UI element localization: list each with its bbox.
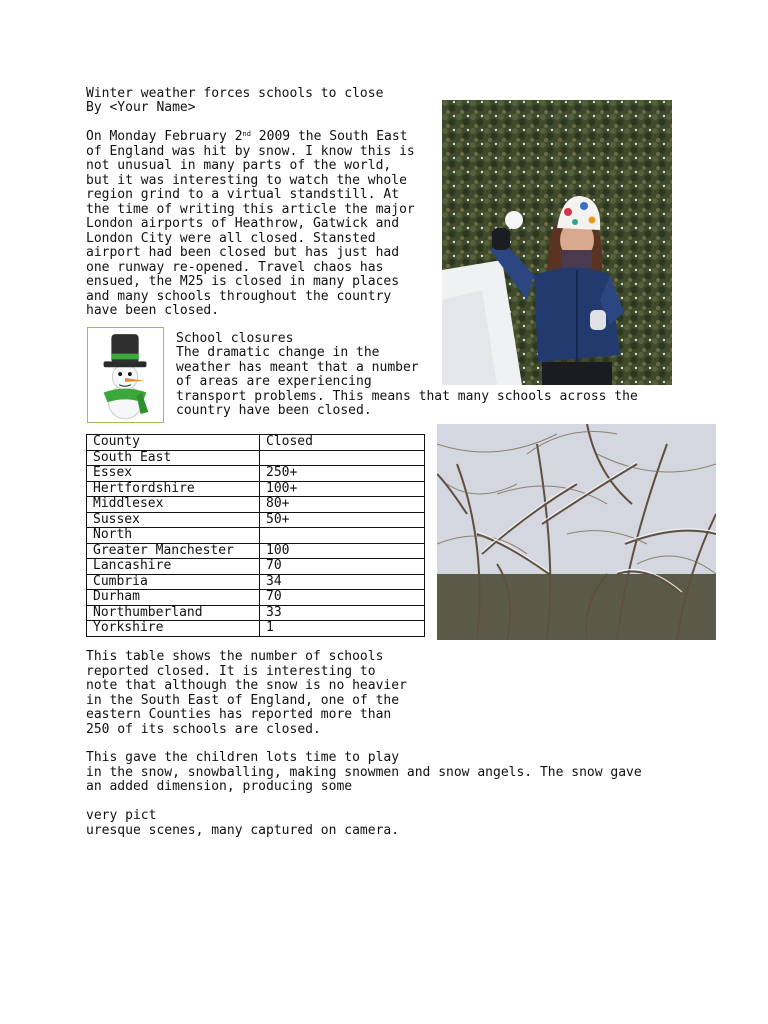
closed-count-cell: 70 bbox=[260, 559, 425, 575]
county-cell: Yorkshire bbox=[87, 621, 260, 637]
closures-line: country have been closed. bbox=[176, 403, 372, 418]
intro-line: airport had been closed but has just had bbox=[86, 245, 400, 260]
play-line: an added dimension, producing some bbox=[86, 779, 353, 794]
county-cell: North bbox=[87, 528, 260, 544]
commentary-line: note that although the snow is no heavier bbox=[86, 678, 407, 693]
closed-count-cell: 70 bbox=[260, 590, 425, 606]
play-paragraph bbox=[86, 751, 642, 795]
closed-count-cell: 100 bbox=[260, 543, 425, 559]
scenes-line: uresque scenes, many captured on camera. bbox=[86, 822, 400, 838]
county-cell: Northumberland bbox=[87, 605, 260, 621]
commentary-line: 250 of its schools are closed. bbox=[86, 721, 321, 737]
article-byline: By <Your Name> bbox=[86, 100, 196, 115]
county-cell: Middlesex bbox=[87, 497, 260, 513]
table-row bbox=[87, 466, 425, 482]
ordinal-suffix: nd bbox=[242, 130, 251, 138]
table-row bbox=[87, 605, 425, 621]
closed-count-cell: 33 bbox=[260, 605, 425, 621]
intro-line: of England was hit by snow. I know this is bbox=[86, 143, 415, 159]
table-row bbox=[87, 450, 425, 466]
closed-count-cell bbox=[260, 528, 425, 544]
snowy-trees-photo bbox=[437, 424, 716, 640]
county-cell: South East bbox=[87, 450, 260, 466]
county-cell: Hertfordshire bbox=[87, 481, 260, 497]
county-cell: Essex bbox=[87, 466, 260, 482]
closures-line: of areas are experiencing bbox=[176, 374, 372, 389]
intro-line-1 bbox=[86, 130, 436, 145]
table-row bbox=[87, 543, 425, 559]
closures-paragraph bbox=[176, 346, 638, 419]
school-closures-table bbox=[86, 434, 425, 637]
table-row bbox=[87, 590, 425, 606]
play-line: in the snow, snowballing, making snowmen and snow angels. The snow gave bbox=[86, 764, 642, 780]
table-row bbox=[87, 574, 425, 590]
intro-paragraph bbox=[86, 130, 436, 319]
closed-count-cell: 100+ bbox=[260, 481, 425, 497]
play-line: This gave the children lots time to play bbox=[86, 750, 400, 765]
county-cell: Durham bbox=[87, 590, 260, 606]
intro-text: On Monday February 2 bbox=[86, 129, 243, 144]
article-headline: Winter weather forces schools to close bbox=[86, 86, 384, 101]
intro-line: London City were all closed. Stansted bbox=[86, 230, 376, 246]
closed-count-cell: 1 bbox=[260, 621, 425, 637]
column-header: County bbox=[87, 435, 260, 451]
table-header-row bbox=[87, 435, 425, 451]
table-row bbox=[87, 497, 425, 513]
table-commentary-paragraph bbox=[86, 650, 407, 737]
commentary-line: This table shows the number of schools bbox=[86, 649, 384, 664]
intro-text: 2009 the South East bbox=[250, 129, 408, 144]
county-cell: Cumbria bbox=[87, 574, 260, 590]
scenes-line: very pict bbox=[86, 808, 157, 823]
commentary-line: reported closed. It is interesting to bbox=[86, 663, 376, 679]
intro-line: the time of writing this article the major bbox=[86, 201, 415, 217]
intro-line: region grind to a virtual standstill. At bbox=[86, 187, 400, 202]
intro-line: ensued, the M25 is closed in many places bbox=[86, 274, 400, 289]
column-header: Closed bbox=[260, 435, 425, 451]
closed-count-cell: 50+ bbox=[260, 512, 425, 528]
table-row bbox=[87, 481, 425, 497]
closed-count-cell: 250+ bbox=[260, 466, 425, 482]
table-row bbox=[87, 512, 425, 528]
county-cell: Greater Manchester bbox=[87, 543, 260, 559]
commentary-line: in the South East of England, one of the bbox=[86, 692, 400, 708]
intro-line: London airports of Heathrow, Gatwick and bbox=[86, 216, 400, 231]
closures-line: transport problems. This means that many schools across the bbox=[176, 388, 638, 404]
section-heading: School closures bbox=[176, 331, 294, 346]
closures-line: weather has meant that a number bbox=[176, 359, 419, 375]
county-cell: Lancashire bbox=[87, 559, 260, 575]
closed-count-cell: 80+ bbox=[260, 497, 425, 513]
scenes-paragraph bbox=[86, 809, 399, 838]
girl-snowball-photo bbox=[442, 100, 672, 385]
closed-count-cell bbox=[260, 450, 425, 466]
snowman-clipart bbox=[87, 327, 164, 423]
intro-line: have been closed. bbox=[86, 303, 220, 318]
commentary-line: eastern Counties has reported more than bbox=[86, 707, 392, 722]
county-cell: Sussex bbox=[87, 512, 260, 528]
intro-line: and many schools throughout the country bbox=[86, 288, 392, 304]
closed-count-cell: 34 bbox=[260, 574, 425, 590]
table-row bbox=[87, 559, 425, 575]
table-row bbox=[87, 621, 425, 637]
closures-line: The dramatic change in the bbox=[176, 345, 380, 360]
intro-line: but it was interesting to watch the whole bbox=[86, 172, 407, 188]
table-row bbox=[87, 528, 425, 544]
intro-line: not unusual in many parts of the world, bbox=[86, 158, 392, 173]
intro-line: one runway re-opened. Travel chaos has bbox=[86, 259, 384, 275]
